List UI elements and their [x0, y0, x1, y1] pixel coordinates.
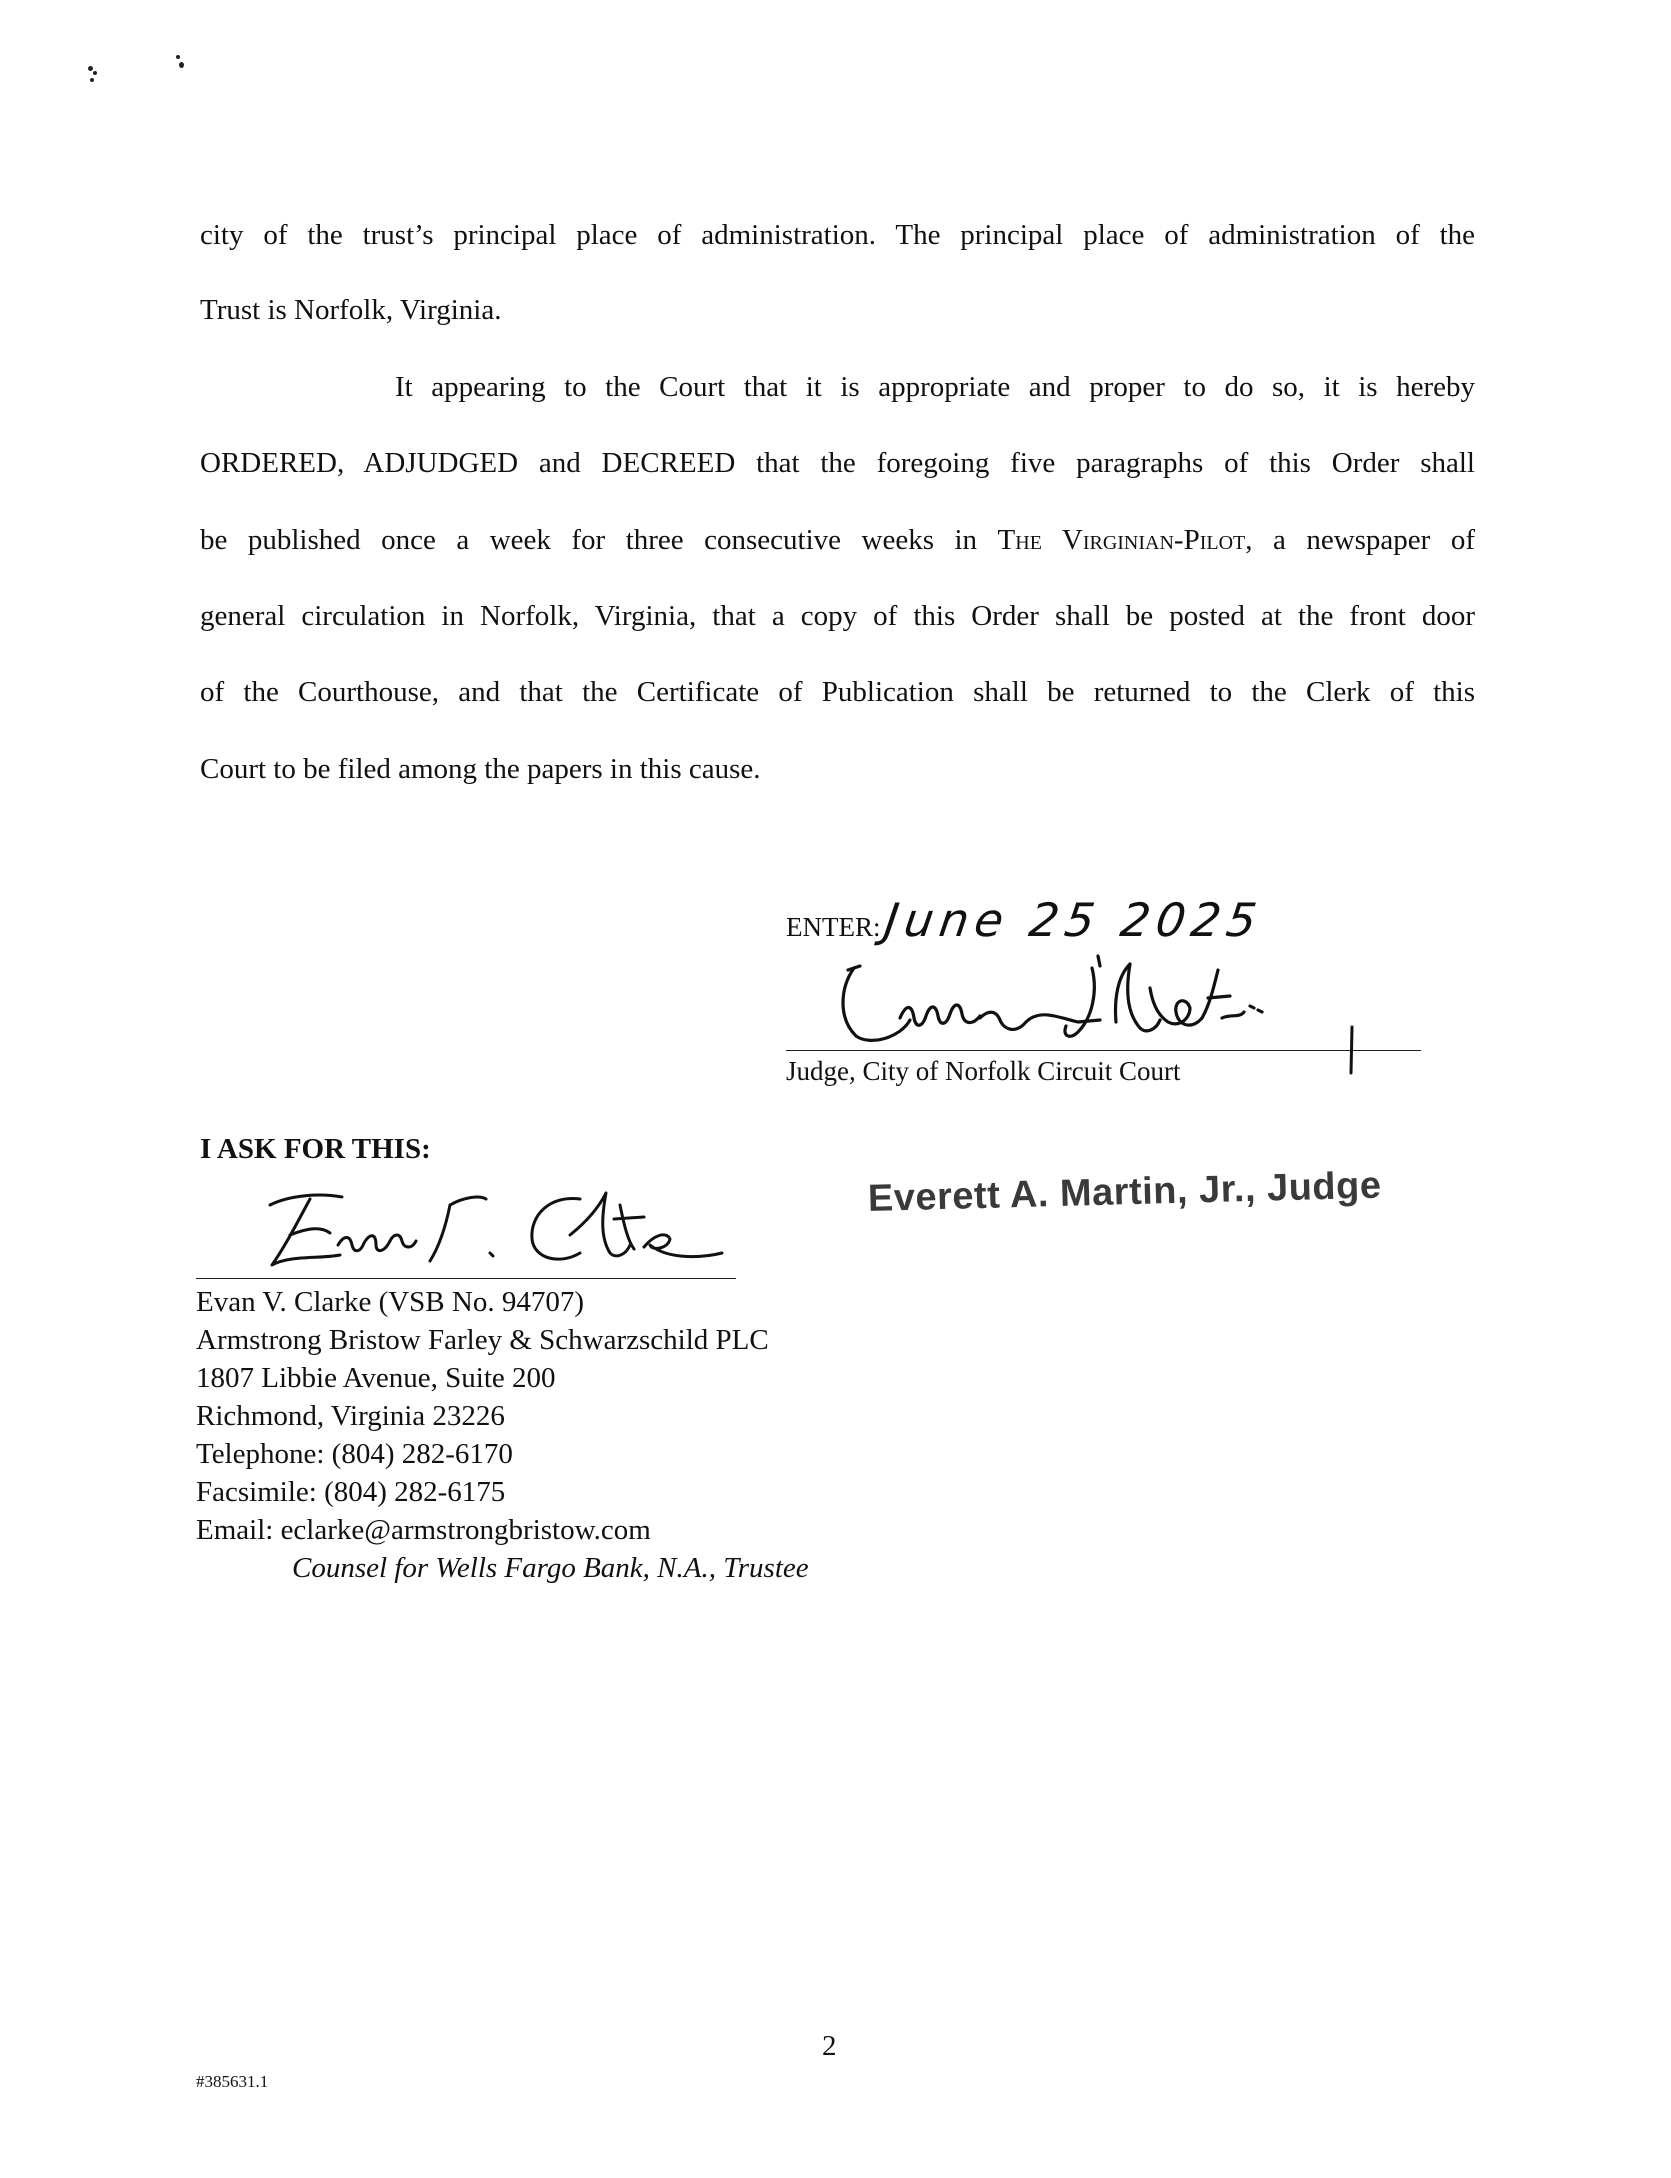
- counsel-block: [196, 1283, 809, 1587]
- counsel-signature: [250, 1175, 730, 1285]
- counsel-email: Email: eclarke@armstrongbristow.com: [196, 1514, 651, 1546]
- newspaper-name: The Virginian-Pilot: [997, 524, 1246, 556]
- enter-block: [786, 893, 1266, 947]
- scan-speck: [90, 78, 94, 82]
- body-line-6: general circulation in Norfolk, Virginia, that a copy of this Order shall be posted at the front door: [200, 600, 1475, 632]
- body-line-2: Trust is Norfolk, Virginia.: [200, 294, 502, 326]
- body-line-5-end: , a newspaper of: [1245, 524, 1475, 556]
- counsel-name: Evan V. Clarke (VSB No. 94707): [196, 1286, 584, 1318]
- counsel-address-city: Richmond, Virginia 23226: [196, 1400, 505, 1432]
- judge-caption: Judge, City of Norfolk Circuit Court: [786, 1056, 1181, 1086]
- counsel-firm: Armstrong Bristow Farley & Schwarzschild PLC: [196, 1324, 769, 1356]
- handwritten-date: June 25 2025: [880, 893, 1266, 947]
- signature-tick-mark: [1348, 1025, 1356, 1075]
- scan-speck: [93, 71, 97, 75]
- page-number: 2: [822, 2030, 837, 2062]
- judge-name-stamp: Everett A. Martin, Jr., Judge: [867, 1164, 1382, 1220]
- counsel-role: Counsel for Wells Fargo Bank, N.A., Trustee: [292, 1552, 809, 1584]
- counsel-telephone: Telephone: (804) 282-6170: [196, 1438, 513, 1470]
- ask-for-this-heading: I ASK FOR THIS:: [200, 1133, 431, 1165]
- body-line-7: of the Courthouse, and that the Certificate of Publication shall be returned to the Clerk of this: [200, 676, 1475, 708]
- counsel-signature-line: [196, 1278, 736, 1279]
- body-line-8: Court to be filed among the papers in this cause.: [200, 753, 761, 785]
- scan-speck: [176, 55, 180, 59]
- counsel-address-street: 1807 Libbie Avenue, Suite 200: [196, 1362, 556, 1394]
- scan-speck: [179, 62, 184, 68]
- scan-speck: [88, 66, 93, 71]
- document-id: #385631.1: [196, 2072, 269, 2091]
- judge-signature-line: [786, 1050, 1421, 1051]
- enter-label: ENTER:: [786, 912, 881, 942]
- body-line-4: ORDERED, ADJUDGED and DECREED that the foregoing five paragraphs of this Order shall: [200, 447, 1475, 479]
- counsel-facsimile: Facsimile: (804) 282-6175: [196, 1476, 506, 1508]
- body-line-1: city of the trust’s principal place of administration. The principal place of administration of the: [200, 219, 1475, 251]
- body-line-5-start: be published once a week for three consecutive weeks in: [200, 524, 998, 556]
- judge-signature: [830, 948, 1310, 1058]
- body-line-5: [200, 523, 1475, 557]
- body-line-3: It appearing to the Court that it is appropriate and proper to do so, it is hereby: [395, 371, 1475, 403]
